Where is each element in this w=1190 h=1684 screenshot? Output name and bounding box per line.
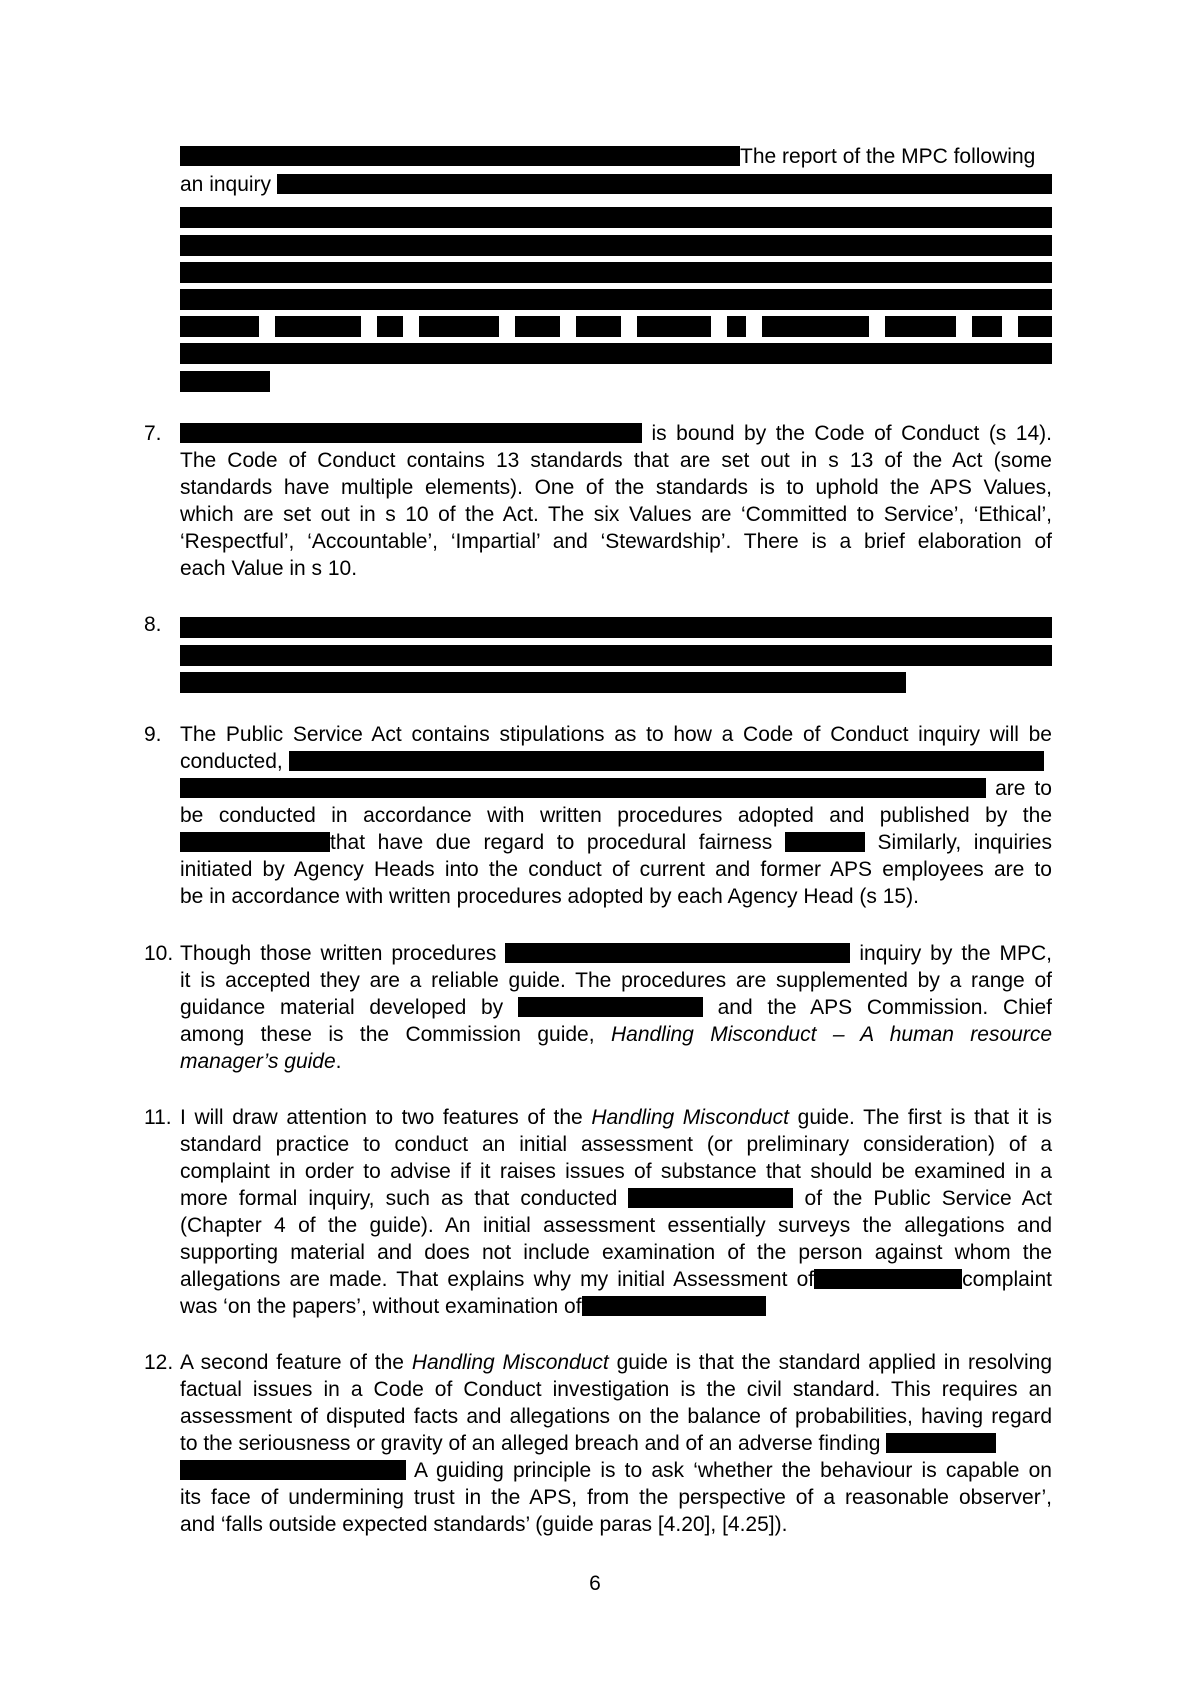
redaction-block xyxy=(180,146,740,166)
redaction-block xyxy=(180,832,330,852)
redaction-block xyxy=(277,174,1052,194)
redaction-block xyxy=(180,1460,406,1480)
redaction-block xyxy=(180,207,1052,228)
redaction-block xyxy=(180,262,1052,283)
para9-line-4: be conducted in accordance with written procedures adopted and published by the xyxy=(180,804,1052,827)
redaction-block xyxy=(727,316,746,337)
para9-line-7: be in accordance with written procedures adopted by each Agency Head (s 15). xyxy=(180,885,919,908)
para10-line-1: Though those written procedures inquiry by the MPC, xyxy=(180,942,1052,965)
para12-line-6: its face of undermining trust in the APS, from the perspective of a reasonable observer’, xyxy=(180,1486,1052,1509)
para9-line-1: The Public Service Act contains stipulations as to how a Code of Conduct inquiry will be xyxy=(180,723,1052,746)
redaction-block xyxy=(180,343,1052,364)
redaction-block xyxy=(582,1296,766,1316)
redaction-block xyxy=(180,371,270,392)
redaction-block xyxy=(515,316,560,337)
redaction-block xyxy=(180,617,1052,638)
redaction-block xyxy=(275,316,361,337)
redaction-block xyxy=(419,316,499,337)
para12-line-2: factual issues in a Code of Conduct investigation is the civil standard. This requires an xyxy=(180,1378,1052,1401)
paragraph-number: 8. xyxy=(144,613,162,636)
redaction-block xyxy=(180,289,1052,310)
redaction-block xyxy=(180,645,1052,666)
para7-line-5: ‘Respectful’, ‘Accountable’, ‘Impartial’ and ‘Stewardship’. There is a brief elaboration of xyxy=(180,530,1052,553)
continuation-line-1: The report of the MPC following xyxy=(180,143,1052,170)
paragraph-number: 10. xyxy=(144,942,174,965)
para11-line-4: more formal inquiry, such as that conducted of the Public Service Act xyxy=(180,1187,1052,1210)
redaction-block xyxy=(1018,316,1052,337)
paragraph-number: 7. xyxy=(144,422,162,445)
para10-line-5: manager’s guide. xyxy=(180,1050,342,1073)
para7-line-4: which are set out in s 10 of the Act. The six Values are ‘Committed to Service’, ‘Ethical’, xyxy=(180,503,1052,526)
redaction-block xyxy=(886,1433,996,1453)
redaction-block xyxy=(377,316,403,337)
para12-line-7: and ‘falls outside expected standards’ (guide paras [4.20], [4.25]). xyxy=(180,1513,788,1536)
redaction-block xyxy=(180,423,642,443)
para7-line-2: The Code of Conduct contains 13 standards that are set out in s 13 of the Act (some xyxy=(180,449,1052,472)
page-number: 6 xyxy=(589,1572,601,1595)
para7-line-6: each Value in s 10. xyxy=(180,557,358,580)
para7-line-1: is bound by the Code of Conduct (s 14). xyxy=(180,420,1052,447)
paragraph-number: 9. xyxy=(144,723,162,746)
para9-line-3: are to xyxy=(180,775,1052,802)
redaction-block xyxy=(576,316,621,337)
para11-line-8: was ‘on the papers’, without examination of xyxy=(180,1293,1052,1320)
para9-line-5: that have due regard to procedural fairness Similarly, inquiries xyxy=(180,829,1052,856)
redaction-block xyxy=(518,997,703,1017)
para9-line-2: conducted, xyxy=(180,748,1052,775)
redaction-block xyxy=(972,316,1002,337)
redaction-block xyxy=(180,235,1052,256)
para11-line-5: (Chapter 4 of the guide). An initial assessment essentially surveys the allegations and xyxy=(180,1214,1052,1237)
para12-line-4: to the seriousness or gravity of an alleged breach and of an adverse finding xyxy=(180,1430,1052,1457)
para10-line-4: among these is the Commission guide, Handling Misconduct – A human resource xyxy=(180,1023,1052,1046)
para10-line-2: it is accepted they are a reliable guide. The procedures are supplemented by a range of xyxy=(180,969,1052,992)
redaction-block xyxy=(180,778,986,798)
para11-line-3: complaint in order to advise if it raises issues of substance that should be examined in a xyxy=(180,1160,1052,1183)
para12-line-5: A guiding principle is to ask ‘whether the behaviour is capable on xyxy=(180,1457,1052,1484)
para12-line-3: assessment of disputed facts and allegations on the balance of probabilities, having regard xyxy=(180,1405,1052,1428)
para10-line-3: guidance material developed by and the APS Commission. Chief xyxy=(180,996,1052,1019)
redaction-block xyxy=(180,672,906,693)
redaction-block xyxy=(505,943,850,963)
para11-line-2: standard practice to conduct an initial assessment (or preliminary consideration) of a xyxy=(180,1133,1052,1156)
redaction-block xyxy=(762,316,869,337)
para11-line-6: supporting material and does not include examination of the person against whom the xyxy=(180,1241,1052,1264)
para7-line-3: standards have multiple elements). One of the standards is to uphold the APS Values, xyxy=(180,476,1052,499)
redaction-block xyxy=(814,1269,962,1289)
continuation-line-2: an inquiry xyxy=(180,171,1052,198)
paragraph-number: 11. xyxy=(144,1106,172,1129)
para11-line-1: I will draw attention to two features of the Handling Misconduct guide. The first is that it is xyxy=(180,1106,1052,1129)
redaction-block xyxy=(180,316,259,337)
redaction-block xyxy=(628,1188,793,1208)
para11-line-7: allegations are made. That explains why my initial Assessment of complaint xyxy=(180,1268,1052,1291)
redaction-block xyxy=(289,751,1044,771)
paragraph-number: 12. xyxy=(144,1351,174,1374)
para9-line-6: initiated by Agency Heads into the conduct of current and former APS employees are to xyxy=(180,858,1052,881)
redaction-block xyxy=(785,832,865,852)
para12-line-1: A second feature of the Handling Misconduct guide is that the standard applied in resolving xyxy=(180,1351,1053,1374)
redaction-block xyxy=(637,316,711,337)
redaction-block xyxy=(885,316,956,337)
